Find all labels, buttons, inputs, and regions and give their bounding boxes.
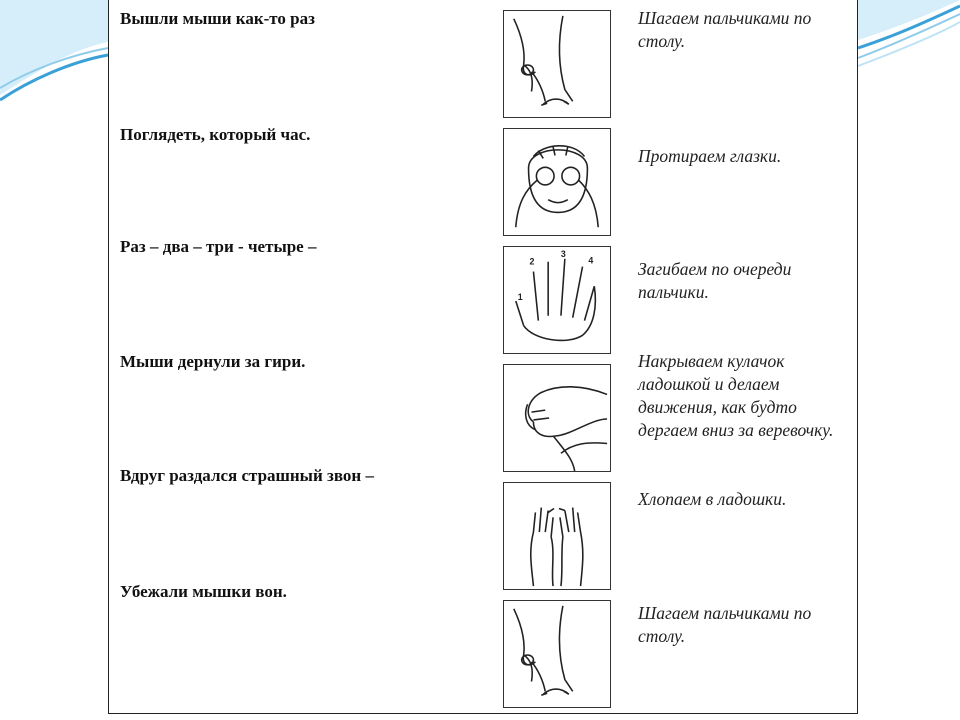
fist-covered-icon (503, 364, 611, 472)
verse-line: Поглядеть, который час. (120, 125, 311, 144)
finger-label: 4 (588, 255, 594, 266)
action-text: Хлопаем в ладошки. (638, 489, 787, 509)
rubbing-eyes-icon (503, 128, 611, 236)
clapping-hands-icon (503, 482, 611, 590)
verse-line: Мыши дернули за гири. (120, 352, 306, 371)
fingers-walking-icon (503, 600, 611, 708)
verse-line: Раз – два – три - четыре – (120, 237, 317, 256)
action-text: Протираем глазки. (638, 146, 782, 166)
finger-label: 1 (517, 292, 523, 302)
finger-label: 3 (560, 248, 566, 259)
verse-line: Вдруг раздался страшный звон – (120, 466, 374, 485)
finger-label: 2 (529, 256, 535, 267)
action-text: Шагаем пальчиками по столу. (638, 8, 812, 51)
verse-line: Убежали мышки вон. (120, 582, 287, 601)
fingers-walking-icon (503, 10, 611, 118)
counting-fingers-icon (503, 246, 611, 354)
action-text: Накрываем кулачок ладошкой и делаем движения, как будто дергаем вниз за веревочку. (638, 351, 834, 440)
action-text: Загибаем по очереди пальчики. (638, 259, 792, 302)
action-text: Шагаем пальчиками по столу. (638, 603, 812, 646)
verse-line: Вышли мыши как-то раз (120, 9, 315, 28)
